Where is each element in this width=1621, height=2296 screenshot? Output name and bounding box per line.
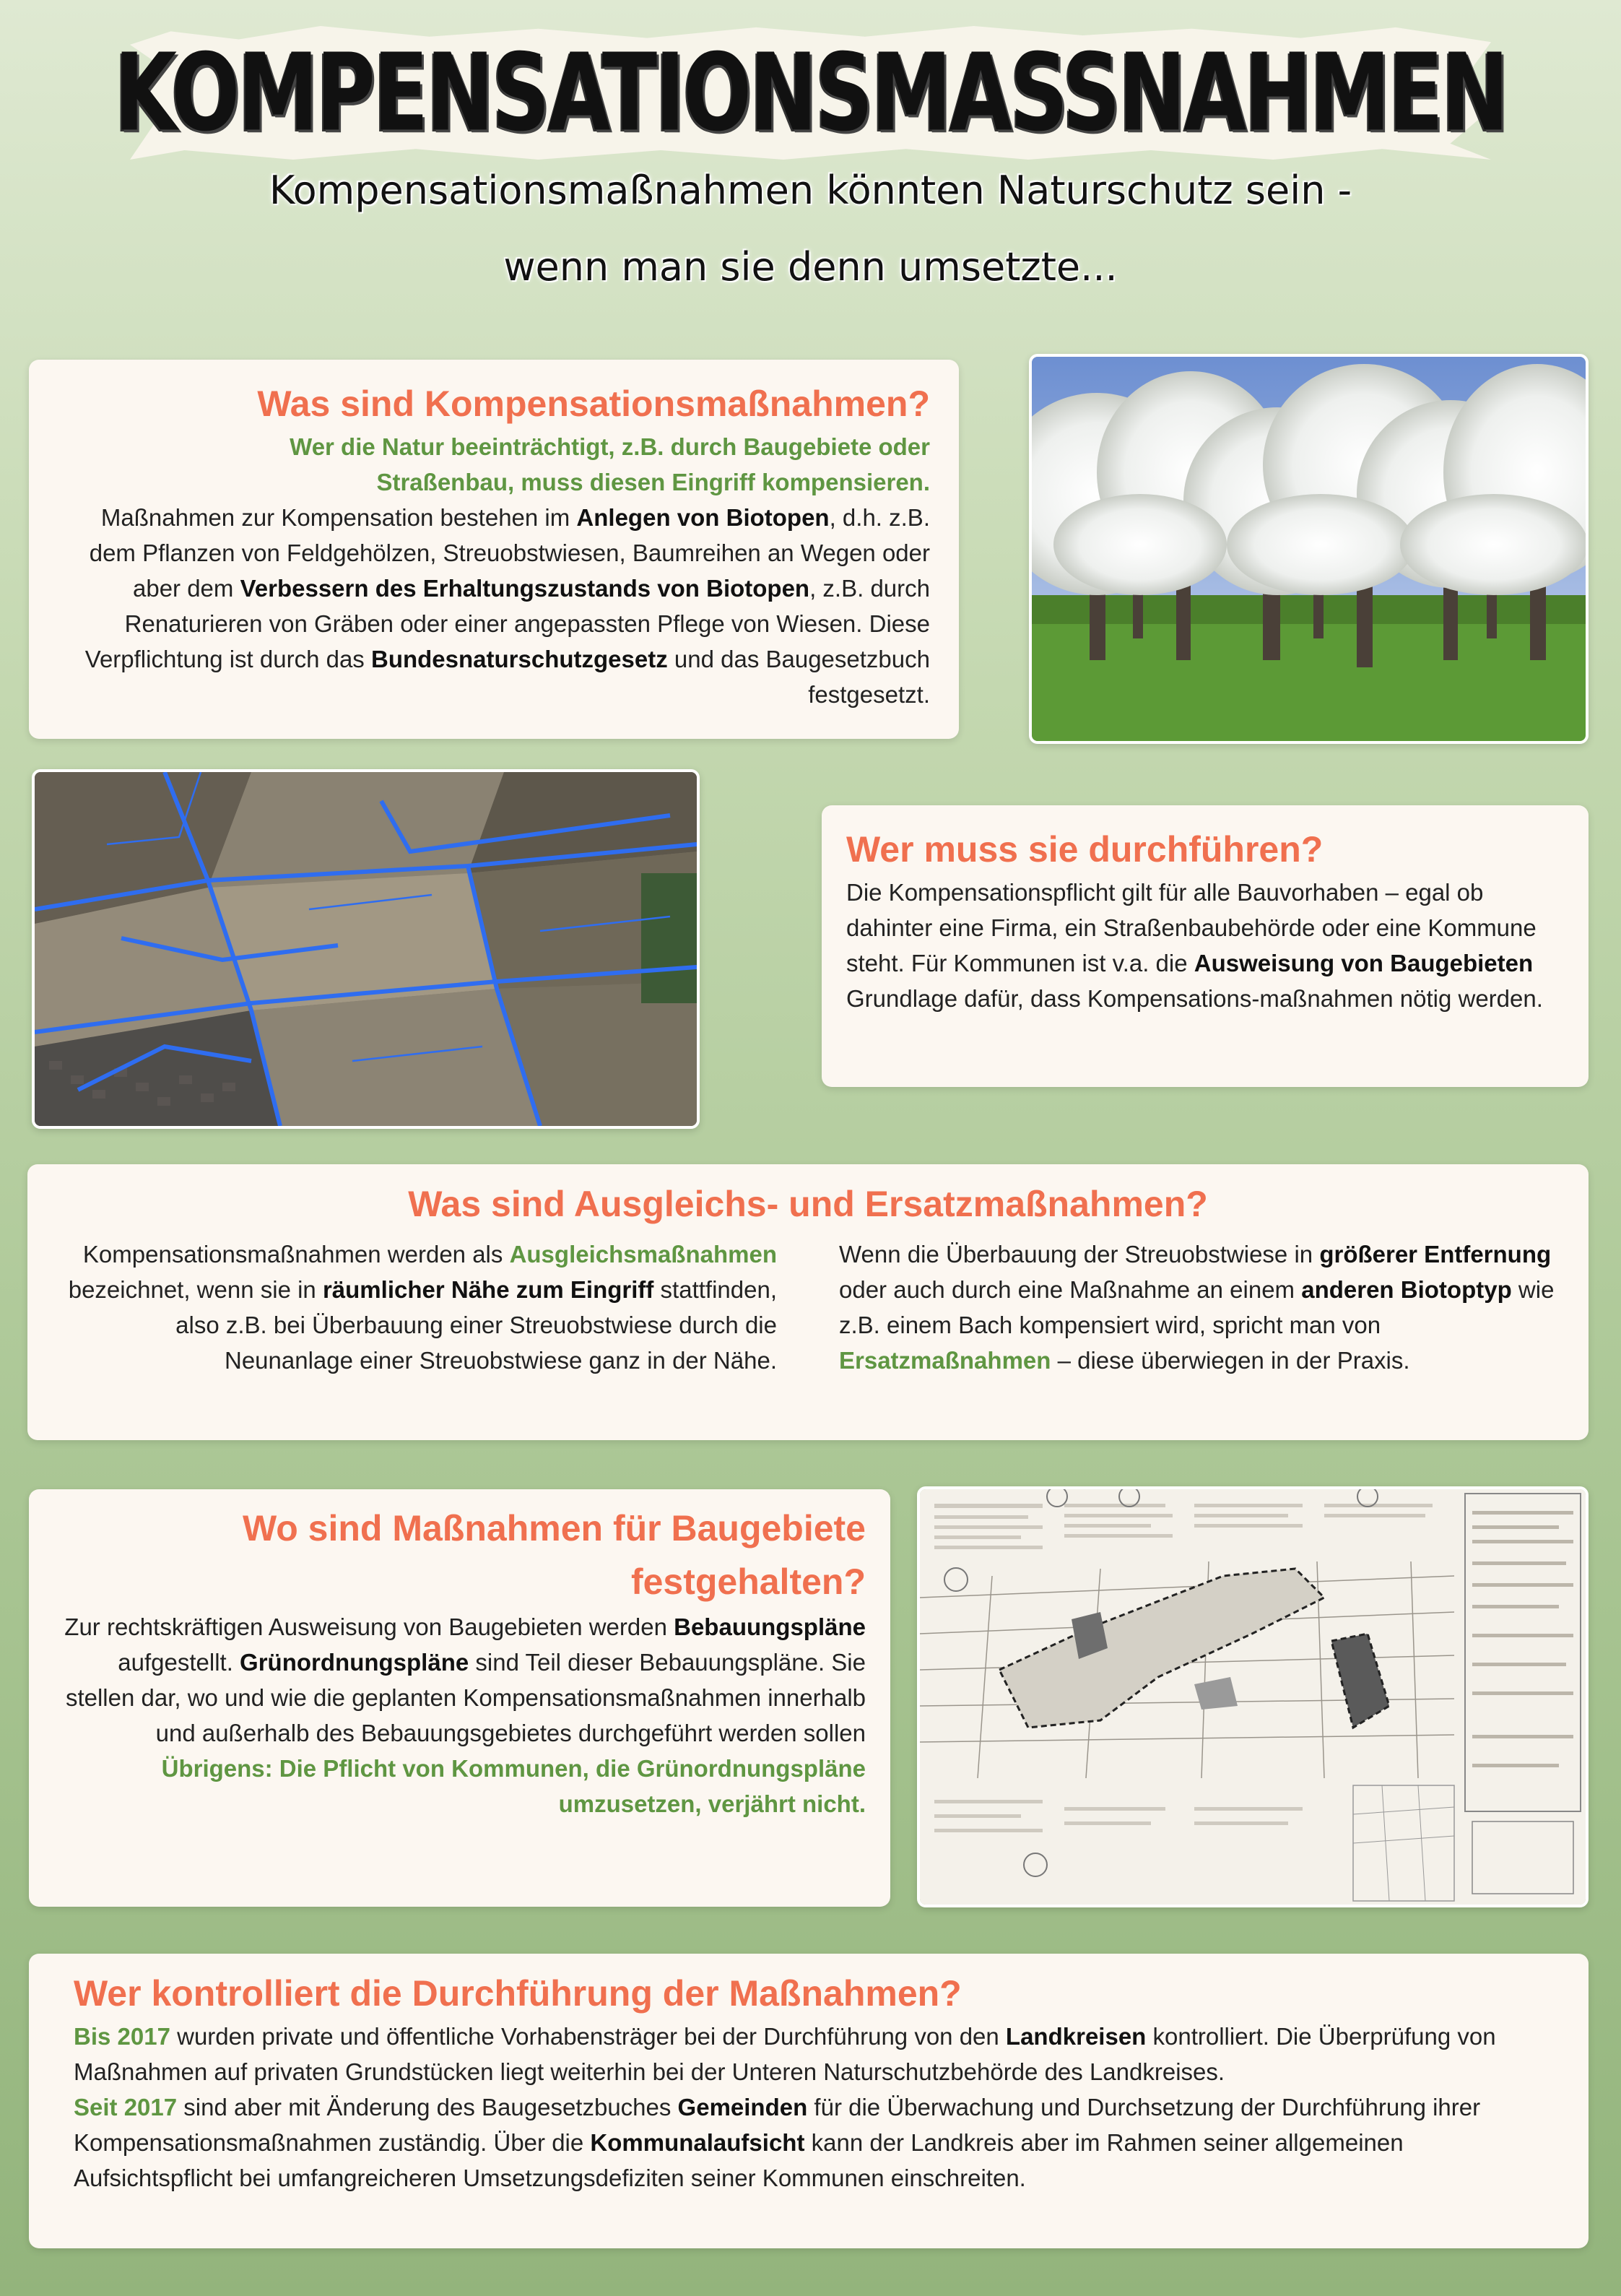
emphasis-text: größerer Entfernung <box>1319 1241 1552 1268</box>
emphasis-text: Gemeinden <box>677 2094 808 2120</box>
emphasis-text: Anlegen von Biotopen <box>576 504 830 531</box>
subtitle-line-2: wenn man sie denn umsetzte... <box>503 244 1118 290</box>
body-text: Grundlage dafür, dass Kompensations-maßnahmen nötig werden. <box>846 985 1543 1012</box>
card-who-must-implement <box>822 805 1589 1087</box>
section-heading: festgehalten? <box>630 1561 866 1602</box>
body-text: wurden private und öffentliche Vorhabensträger bei der Durchführung von den <box>170 2023 1006 2050</box>
section-heading: Wo sind Maßnahmen für Baugebiete <box>242 1508 866 1548</box>
development-plan-image <box>917 1486 1589 1907</box>
section-heading: Was sind Ausgleichs- und Ersatzmaßnahmen? <box>408 1184 1208 1224</box>
body-text: kontrolliert. Die Überprüfung von Maßnahmen auf privaten Grundstücken liegt weiterhin bei der Unteren Naturschutzbehörde des Landkreises. <box>74 2023 1496 2085</box>
body-text: , z.B. durch Renaturieren von Gräben oder einer angepassten Pflege von Wiesen. Diese Verpflichtung ist durch das <box>84 575 930 672</box>
aerial-map-image <box>32 769 700 1129</box>
body-text: wie z.B. einem Bach kompensiert wird, spricht man von <box>839 1276 1555 1338</box>
body-text: Zur rechtskräftigen Ausweisung von Baugebieten werden <box>64 1613 674 1640</box>
body-text: Die Kompensationspflicht gilt für alle Bauvorhaben – egal ob dahinter eine Firma, ein Straßenbaubehörde oder eine Kommune steht. Für Kommunen ist v.a. die <box>846 879 1537 976</box>
body-text: oder auch durch eine Maßnahme an einem <box>839 1276 1302 1303</box>
lead-text: Straßenbau, muss diesen Eingriff kompensieren. <box>376 469 930 495</box>
emphasis-text: Grünordnungspläne <box>240 1649 469 1676</box>
body-text: – diese überwiegen in der Praxis. <box>1051 1347 1410 1374</box>
body-text: kann der Landkreis aber im Rahmen seiner allgemeinen Aufsichtspflicht bei umfangreicheren Umsetzungsdefiziten seiner Kommunen einschreiten. <box>74 2129 1404 2191</box>
body-text: Maßnahmen zur Kompensation bestehen im <box>100 504 577 531</box>
card-what-are-measures <box>29 360 959 739</box>
emphasis-text: Bebauungspläne <box>674 1613 866 1640</box>
emphasis-text: räumlicher Nähe zum Eingriff <box>322 1276 654 1303</box>
emphasis-text: Bundesnaturschutzgesetz <box>370 646 668 672</box>
emphasis-text: Kommunalaufsicht <box>590 2129 805 2156</box>
emphasis-text: Verbessern des Erhaltungszustands von Biotopen <box>240 575 810 602</box>
section-heading: Wer kontrolliert die Durchführung der Maßnahmen? <box>74 1973 962 2014</box>
emphasis-text: anderen Biotoptyp <box>1301 1276 1512 1303</box>
lead-text: Wer die Natur beeinträchtigt, z.B. durch Baugebiete oder <box>290 433 930 460</box>
highlight-text: Bis 2017 <box>74 2023 170 2050</box>
body-text: sind Teil dieser Bebauungspläne. Sie stellen dar, wo und wie die geplanten Kompensationsmaßnahmen innerhalb und außerhalb des Bebauungsgebietes durchgeführt werden sollen <box>65 1649 866 1746</box>
body-text: für die Überwachung und Durchsetzung der Durchführung ihrer Kompensationsmaßnahmen zuständig. Über die <box>74 2094 1481 2156</box>
page-title: KOMPENSATIONSMASSNAHMEN <box>114 30 1507 155</box>
section-heading: Wer muss sie durchführen? <box>846 829 1324 870</box>
card-compensation-types <box>27 1164 1589 1440</box>
section-heading: Was sind Kompensationsmaßnahmen? <box>257 384 930 424</box>
body-text: Kompensationsmaßnahmen werden als <box>82 1241 510 1268</box>
emphasis-text: Ausweisung von Baugebieten <box>1194 950 1534 976</box>
body-text: aufgestellt. <box>118 1649 240 1676</box>
body-text: Wenn die Überbauung der Streuobstwiese in <box>839 1241 1320 1268</box>
body-text: bezeichnet, wenn sie in <box>68 1276 323 1303</box>
body-text: , d.h. z.B. dem Pflanzen von Feldgehölzen, Streuobstwiesen, Baumreihen an Wegen oder aber dem <box>89 504 930 602</box>
highlight-text: Seit 2017 <box>74 2094 178 2120</box>
body-text: sind aber mit Änderung des Baugesetzbuches <box>177 2094 678 2120</box>
highlight-text: Ausgleichsmaßnahmen <box>509 1241 777 1268</box>
highlight-text: Übrigens: Die Pflicht von Kommunen, die Grünordnungspläne umzusetzen, verjährt nicht. <box>161 1755 866 1817</box>
highlight-text: Ersatzmaßnahmen <box>839 1347 1051 1374</box>
subtitle-line-1: Kompensationsmaßnahmen könnten Naturschutz sein - <box>269 168 1352 213</box>
orchard-photo <box>1029 354 1589 744</box>
card-who-controls <box>29 1954 1589 2248</box>
body-text: stattfinden, also z.B. bei Überbauung einer Streuobstwiese durch die Neunanlage einer Streuobstwiese ganz in der Nähe. <box>175 1276 777 1374</box>
card-where-recorded <box>29 1489 890 1907</box>
emphasis-text: Landkreisen <box>1005 2023 1147 2050</box>
body-text: und das Baugesetzbuch festgesetzt. <box>667 646 930 708</box>
